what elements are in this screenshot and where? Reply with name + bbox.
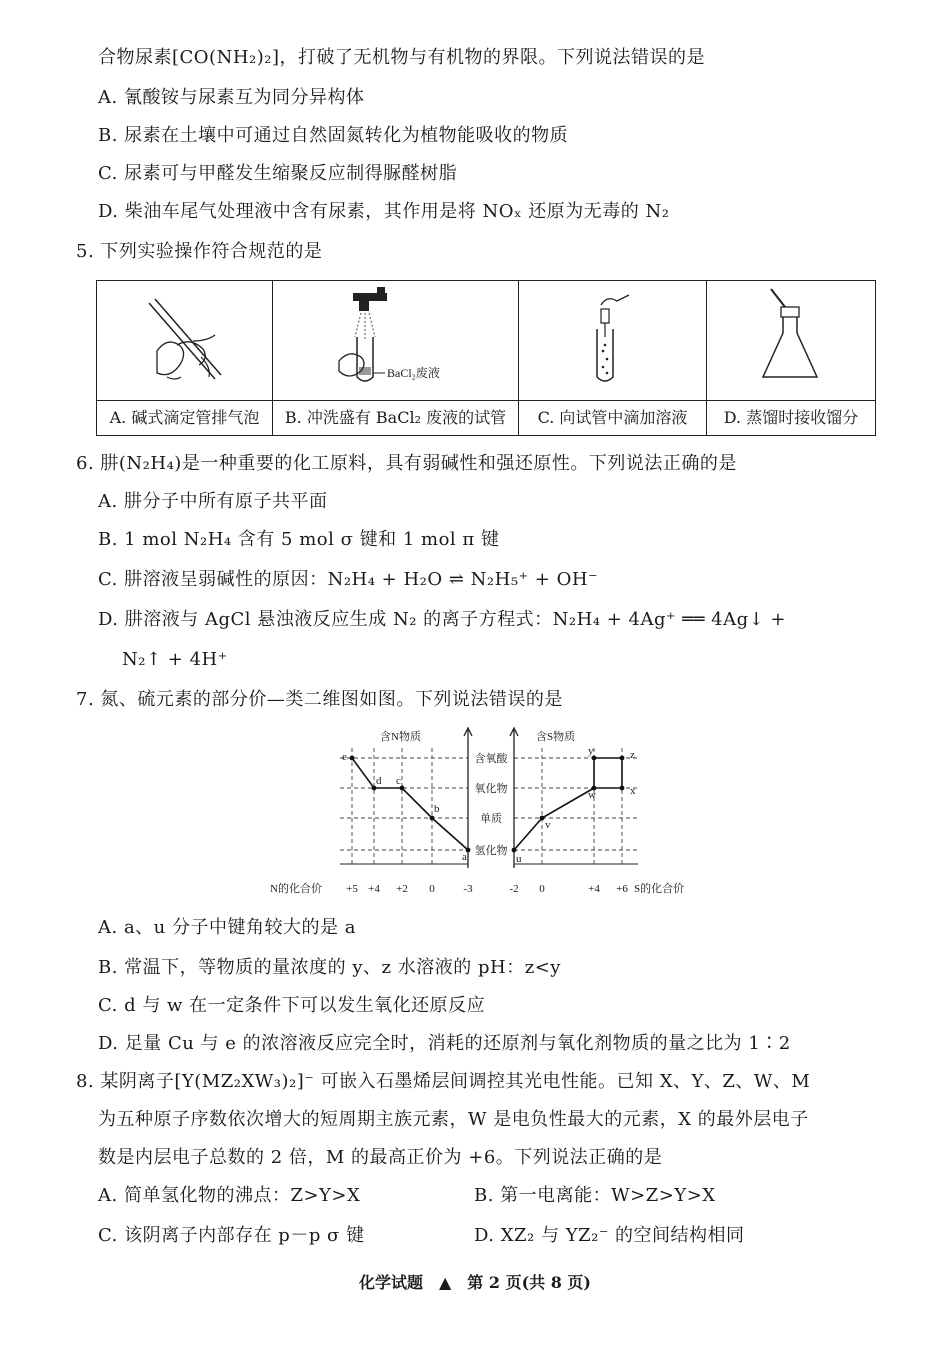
experiment-cell-d [707, 281, 875, 435]
rinse-tube-illustration [273, 281, 519, 401]
q7-option-c: C. d 与 w 在一定条件下可以发生氧化还原反应 [98, 995, 486, 1016]
left-tick-label: +5 [346, 883, 358, 895]
point-label-e: e [342, 751, 347, 763]
q4-option-d: D. 柴油车尾气处理液中含有尿素，其作用是将 NOₓ 还原为无毒的 N₂ [98, 201, 670, 222]
q8-stem-line2: 为五种原子序数依次增大的短周期主族元素，W 是电负性最大的元素，X 的最外层电子 [98, 1109, 809, 1130]
category-label: 氢化物 [474, 845, 508, 857]
q7-option-d: D. 足量 Cu 与 e 的浓溶液反应完全时，消耗的还原剂与氧化剂物质的量之比为 1∶2 [98, 1033, 791, 1054]
right-tick-label: 0 [539, 883, 545, 895]
point-label-y: y [588, 745, 594, 757]
experiment-table [96, 280, 876, 436]
bacl2-label: BaCl₂废液 [387, 366, 440, 380]
point-label-v: v [545, 819, 551, 831]
q6-option-a: A. 肼分子中所有原子共平面 [98, 491, 328, 512]
left-header: 含N物质 [380, 731, 421, 743]
category-label: 含氧酸 [474, 753, 508, 765]
right-tick-label: -2 [509, 883, 519, 895]
point-label-a: a [462, 851, 467, 863]
left-tick-label: -3 [463, 883, 473, 895]
q6-stem: 6. 肼(N₂H₄)是一种重要的化工原料，具有弱碱性和强还原性。下列说法正确的是 [76, 453, 737, 474]
point-u [512, 848, 517, 853]
n-series-line [352, 758, 468, 850]
q4-option-b: B. 尿素在土壤中可通过自然固氮转化为植物能吸收的物质 [98, 125, 569, 146]
point-v [540, 816, 545, 821]
point-label-x: x [630, 785, 636, 797]
q4-stem-tail: 合物尿素[CO(NH₂)₂]，打破了无机物与有机物的界限。下列说法错误的是 [98, 47, 705, 68]
point-z [620, 756, 625, 761]
q5-stem: 5. 下列实验操作符合规范的是 [76, 241, 323, 262]
q8-stem-line1: 8. 某阴离子[Y(MZ₂XW₃)₂]⁻ 可嵌入石墨烯层间调控其光电性能。已知 X、Y、Z、W、M [76, 1071, 811, 1092]
q6-option-d-line2: N₂↑ + 4H⁺ [122, 649, 228, 670]
right-tick-label: +6 [616, 883, 628, 895]
chart-lines [352, 758, 622, 850]
left-tick-label: 0 [429, 883, 435, 895]
point-label-d: d [376, 775, 382, 787]
left-x-label: N的化合价 [270, 883, 322, 895]
q8-option-b: B. 第一电离能：W>Z>Y>X [474, 1185, 716, 1206]
q7-option-a: A. a、u 分子中键角较大的是 a [98, 917, 356, 938]
point-b [430, 816, 435, 821]
right-header: 含S物质 [536, 731, 576, 743]
q6-option-b: B. 1 mol N₂H₄ 含有 5 mol σ 键和 1 mol π 键 [98, 529, 500, 550]
q8-option-d: D. XZ₂ 与 YZ₂⁻ 的空间结构相同 [474, 1225, 745, 1246]
point-label-c: c [396, 775, 401, 787]
right-x-label: S的化合价 [634, 883, 685, 895]
q7-stem: 7. 氮、硫元素的部分价—类二维图如图。下列说法错误的是 [76, 689, 563, 710]
q4-option-c: C. 尿素可与甲醛发生缩聚反应制得脲醛树脂 [98, 163, 458, 184]
caption-b: B. 冲洗盛有 BaCl₂ 废液的试管 [273, 400, 518, 435]
caption-c: C. 向试管中滴加溶液 [519, 400, 706, 435]
q8-option-c: C. 该阴离子内部存在 p－p σ 键 [98, 1225, 365, 1246]
q7-option-b: B. 常温下，等物质的量浓度的 y、z 水溶液的 pH：z<y [98, 957, 561, 978]
point-e [350, 756, 355, 761]
category-label: 单质 [480, 813, 502, 825]
point-label-w: w [588, 789, 596, 801]
point-x [620, 786, 625, 791]
caption-d: D. 蒸馏时接收馏分 [707, 400, 875, 435]
experiment-cell-a [97, 281, 273, 435]
experiment-cell-c [519, 281, 707, 435]
right-tick-label: +4 [588, 883, 600, 895]
left-tick-label: +4 [368, 883, 380, 895]
category-label: 氧化物 [474, 783, 508, 795]
s-series-line [514, 788, 594, 850]
q6-option-d-line1: D. 肼溶液与 AgCl 悬浊液反应生成 N₂ 的离子方程式：N₂H₄ + 4Ag⁺ ══ 4Ag↓ + [98, 609, 786, 630]
caption-a: A. 碱式滴定管排气泡 [97, 400, 272, 435]
chart-points [350, 756, 625, 853]
point-label-u: u [516, 853, 522, 865]
q6-option-c: C. 肼溶液呈弱碱性的原因：N₂H₄ + H₂O ⇌ N₂H₅⁺ + OH⁻ [98, 569, 599, 590]
point-label-z: z [630, 749, 635, 761]
q4-option-a: A. 氰酸铵与尿素互为同分异构体 [98, 87, 365, 108]
dropper-tube-illustration [519, 281, 707, 401]
s-square [594, 758, 622, 788]
point-label-b: b [434, 803, 440, 815]
distillation-flask-illustration [707, 281, 875, 401]
page-footer: 化学试题 ▲ 第 2 页(共 8 页) [359, 1273, 591, 1292]
q8-option-a: A. 简单氢化物的沸点：Z>Y>X [98, 1185, 361, 1206]
valence-category-chart [268, 724, 708, 900]
q8-stem-line3: 数是内层电子总数的 2 倍，M 的最高正价为 +6。下列说法正确的是 [98, 1147, 663, 1168]
left-tick-label: +2 [396, 883, 408, 895]
burette-exhaust-illustration [97, 281, 273, 401]
experiment-cell-b [273, 281, 519, 435]
